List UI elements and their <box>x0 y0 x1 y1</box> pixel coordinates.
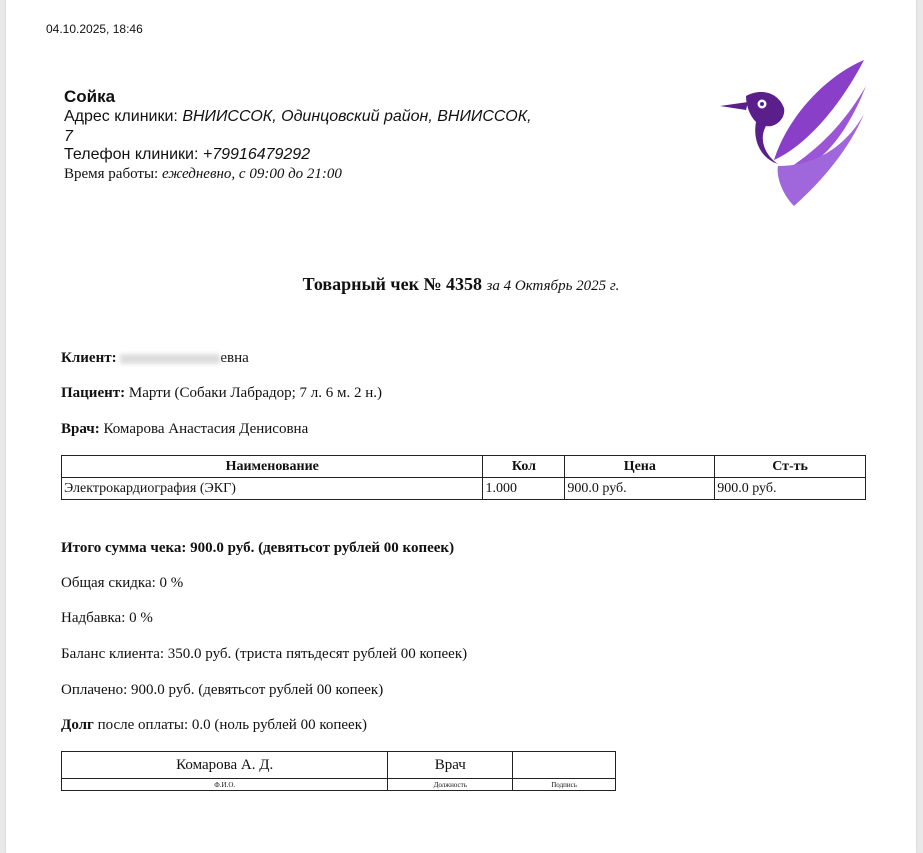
patient-line <box>61 385 382 402</box>
clinic-phone-value: +79916479292 <box>202 146 311 163</box>
header-name: Наименование <box>62 456 483 478</box>
items-table <box>61 455 866 500</box>
print-timestamp: 04.10.2025, 18:46 <box>46 22 143 36</box>
markup-line: Надбавка: 0 % <box>61 610 153 626</box>
clinic-name: Сойка <box>64 87 116 106</box>
clinic-phone <box>64 146 310 164</box>
doctor-line <box>61 421 308 438</box>
signer-position: Врач <box>388 752 513 779</box>
client-label: Клиент: <box>61 350 117 366</box>
clinic-phone-label: Телефон клиники: <box>64 146 203 163</box>
signature-row <box>62 752 616 779</box>
clinic-address-label: Адрес клиники: <box>64 108 183 125</box>
clinic-hours <box>64 166 342 183</box>
debt-label: Долг <box>61 717 94 733</box>
table-row <box>62 478 866 500</box>
patient-label: Пациент: <box>61 385 126 401</box>
paid-line: Оплачено: 900.0 руб. (девятьсот рублей 00 копеек) <box>61 682 384 698</box>
receipt-number: Товарный чек № 4358 <box>302 274 483 294</box>
redacted-name-icon <box>120 354 220 364</box>
receipt-page <box>6 0 916 853</box>
debt-value: после оплаты: 0.0 (ноль рублей 00 копеек) <box>93 717 367 733</box>
caption-signature: Подпись <box>513 779 616 791</box>
signature-caption-row <box>62 779 616 791</box>
clinic-address <box>64 107 534 147</box>
doctor-label: Врач: <box>61 421 100 437</box>
clinic-address-value: ВНИИССОК, Одинцовский район, ВНИИССОК, 7 <box>64 108 532 145</box>
clinic-hours-value: ежедневно, с 09:00 до 21:00 <box>161 166 342 182</box>
discount-line: Общая скидка: 0 % <box>61 575 184 591</box>
clinic-hours-label: Время работы: <box>64 166 162 182</box>
caption-name: Ф.И.О. <box>62 779 388 791</box>
header-price: Цена <box>565 456 715 478</box>
header-sum: Ст-ть <box>715 456 866 478</box>
receipt-date: за 4 Октябрь 2025 г. <box>486 278 620 294</box>
cell-sum: 900.0 руб. <box>715 478 866 500</box>
patient-value: Марти (Собаки Лабрадор; 7 л. 6 м. 2 н.) <box>128 385 383 401</box>
balance-line: Баланс клиента: 350.0 руб. (триста пятьдесят рублей 00 копеек) <box>61 646 468 662</box>
doctor-value: Комарова Анастасия Денисовна <box>103 421 309 437</box>
cell-price: 900.0 руб. <box>565 478 715 500</box>
caption-position: Должность <box>388 779 513 791</box>
signer-signature <box>513 752 616 779</box>
signature-table <box>61 751 616 791</box>
header-qty: Кол <box>483 456 565 478</box>
client-name-visible: евна <box>220 350 249 366</box>
receipt-title <box>6 274 916 295</box>
items-header-row <box>62 456 866 478</box>
cell-name: Электрокардиография (ЭКГ) <box>62 478 483 500</box>
jay-bird-logo-icon <box>706 56 876 214</box>
client-line <box>61 350 249 367</box>
debt-line <box>61 717 367 734</box>
total-line: Итого сумма чека: 900.0 руб. (девятьсот рублей 00 копеек) <box>61 540 455 556</box>
cell-qty: 1.000 <box>483 478 565 500</box>
signer-name: Комарова А. Д. <box>62 752 388 779</box>
